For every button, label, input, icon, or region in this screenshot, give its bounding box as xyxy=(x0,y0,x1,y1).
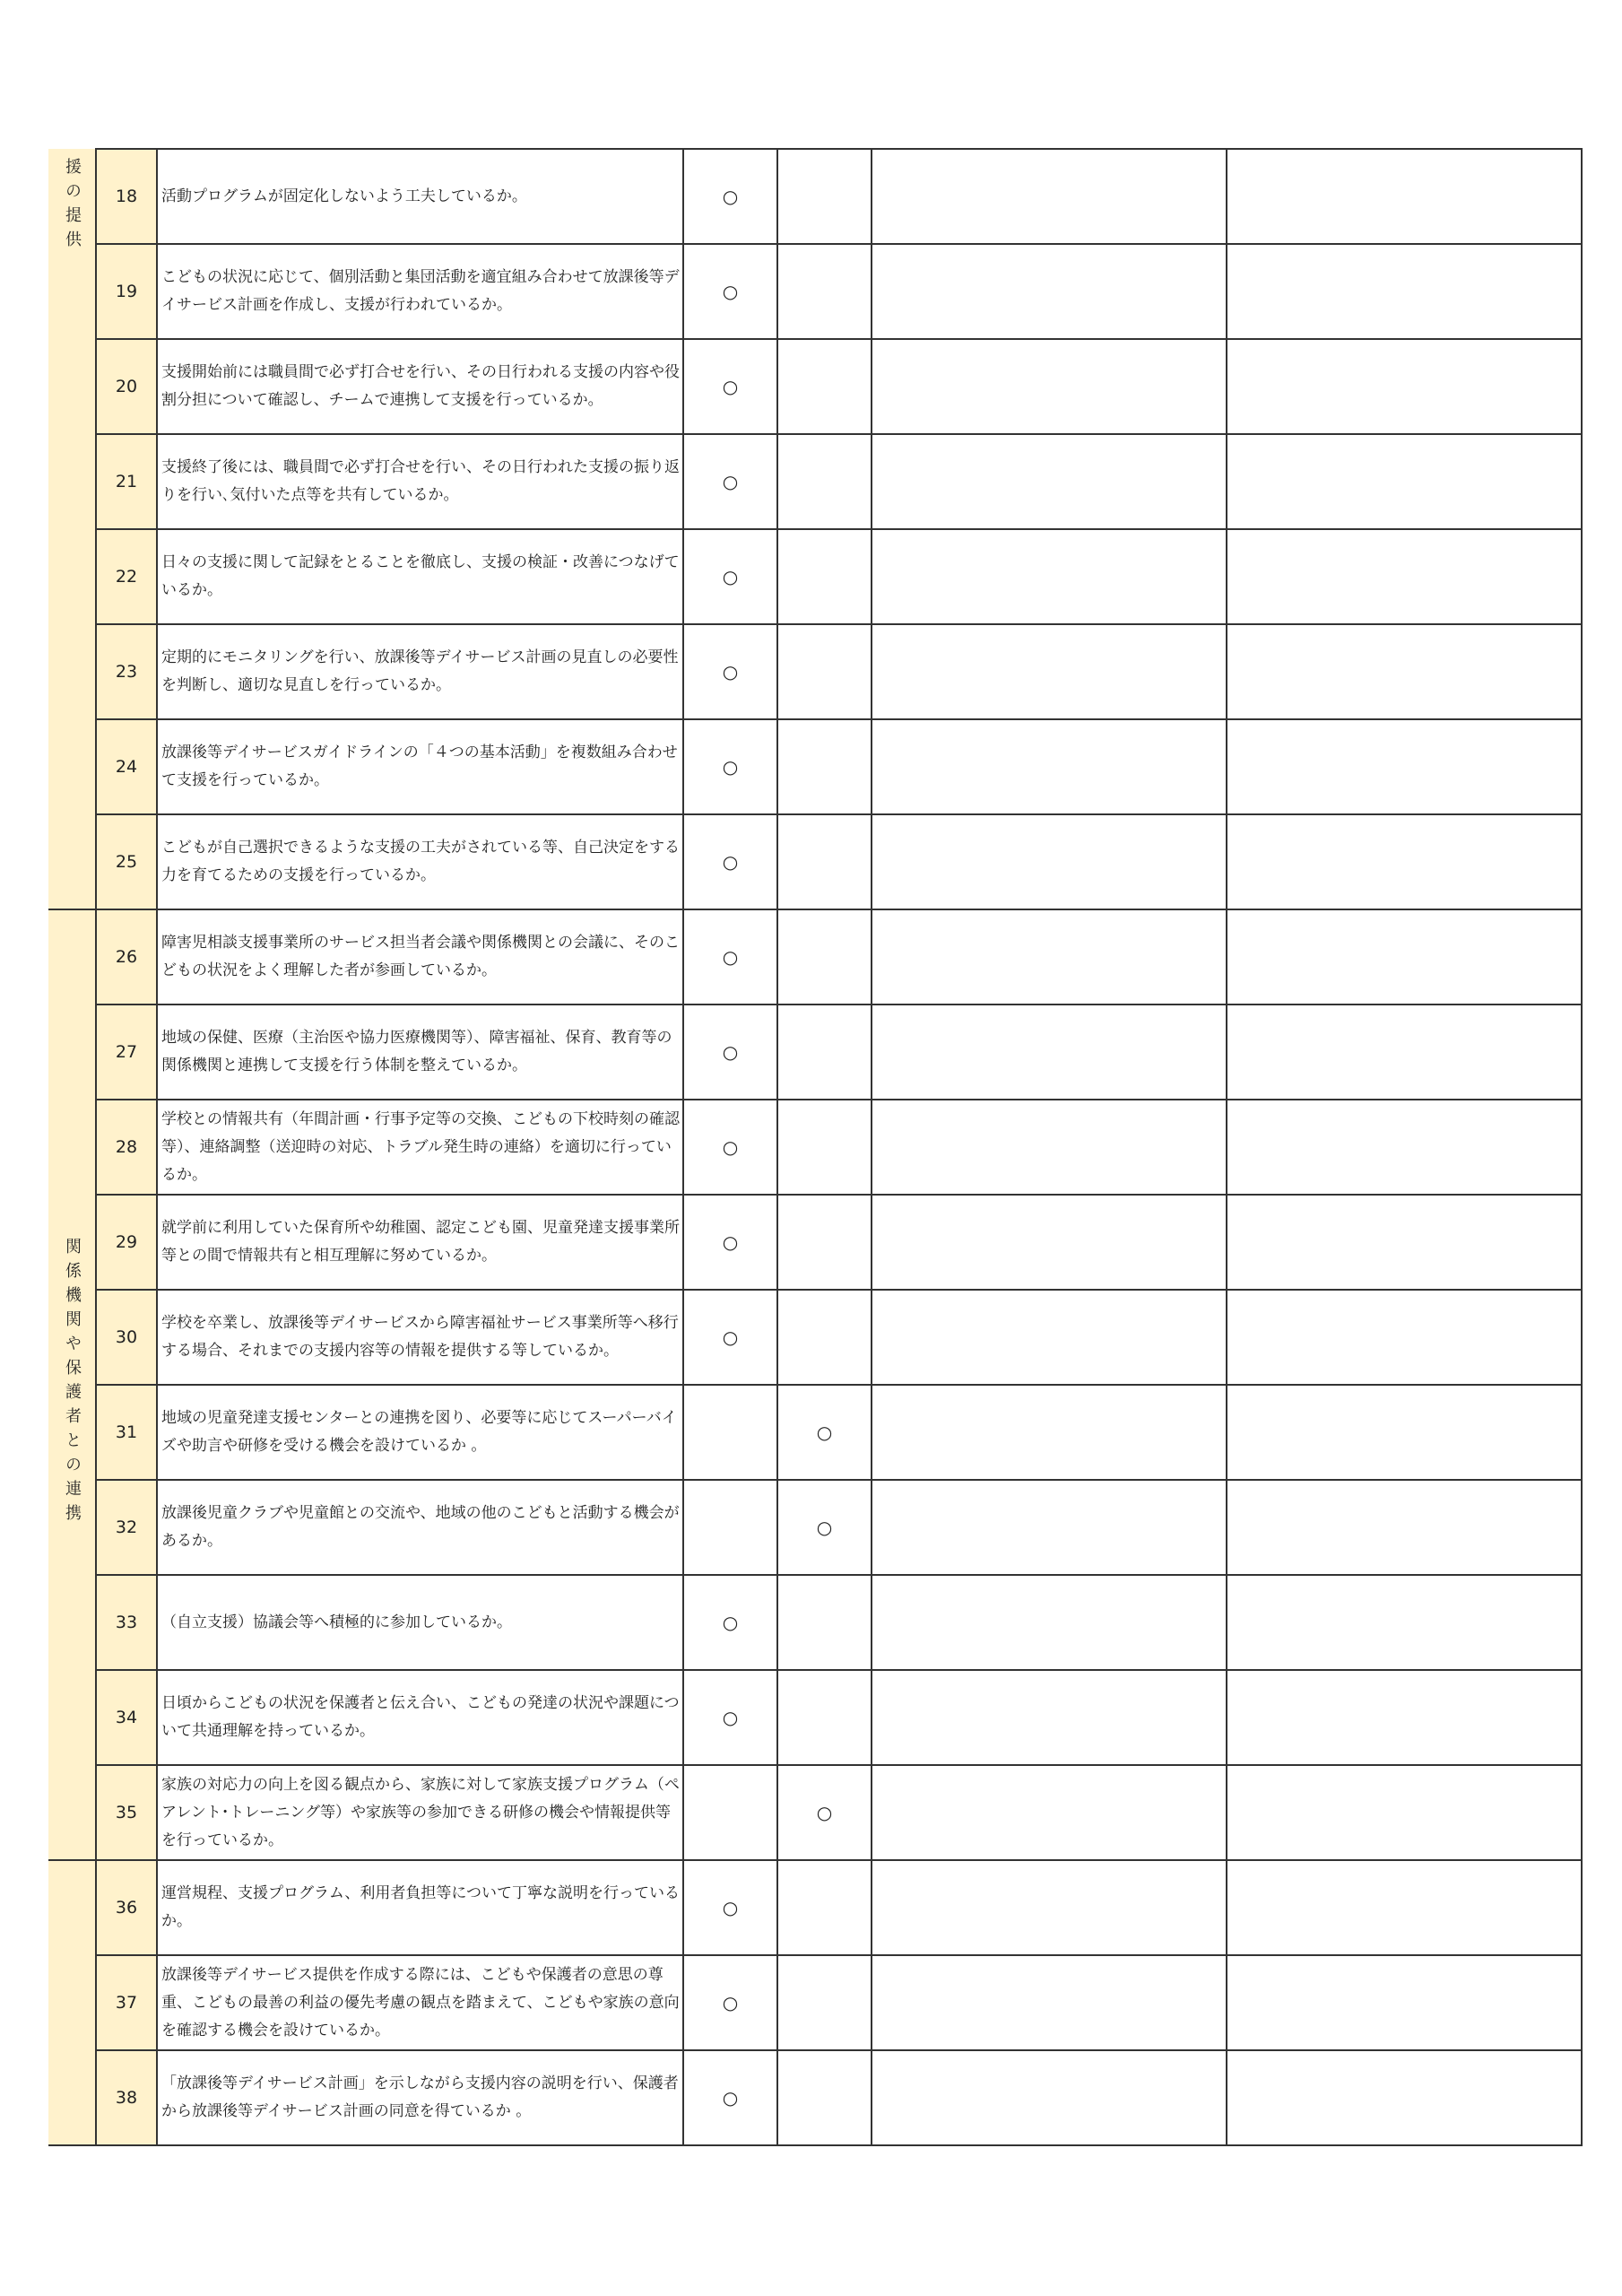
answer-no-cell xyxy=(777,1100,872,1195)
item-number: 33 xyxy=(96,1575,157,1670)
answer-yes-cell: ○ xyxy=(683,1670,777,1765)
item-question: 日々の支援に関して記録をとることを徹底し、支援の検証・改善につなげているか。 xyxy=(157,529,683,624)
table-row xyxy=(48,624,1582,719)
good-points-cell xyxy=(872,1100,1227,1195)
improvement-cell xyxy=(1227,434,1582,529)
answer-no-cell xyxy=(777,1290,872,1385)
answer-no-cell: ○ xyxy=(777,1480,872,1575)
item-number: 36 xyxy=(96,1860,157,1955)
table-row xyxy=(48,814,1582,909)
table-row xyxy=(48,1575,1582,1670)
item-number: 19 xyxy=(96,244,157,339)
answer-yes-cell: ○ xyxy=(683,719,777,814)
item-question: （自立支援）協議会等へ積極的に参加しているか。 xyxy=(157,1575,683,1670)
improvement-cell xyxy=(1227,1765,1582,1860)
answer-no-cell xyxy=(777,1860,872,1955)
improvement-cell xyxy=(1227,1004,1582,1100)
good-points-cell xyxy=(872,529,1227,624)
item-number: 38 xyxy=(96,2050,157,2145)
improvement-cell xyxy=(1227,529,1582,624)
item-number: 31 xyxy=(96,1385,157,1480)
good-points-cell xyxy=(872,1290,1227,1385)
good-points-cell xyxy=(872,1195,1227,1290)
item-question: 日頃からこどもの状況を保護者と伝え合い、こどもの発達の状況や課題について共通理解を持っているか。 xyxy=(157,1670,683,1765)
good-points-cell xyxy=(872,244,1227,339)
item-number: 27 xyxy=(96,1004,157,1100)
table-row xyxy=(48,1004,1582,1100)
item-number: 35 xyxy=(96,1765,157,1860)
item-question: 支援開始前には職員間で必ず打合せを行い、その日行われる支援の内容や役割分担について確認し、チームで連携して支援を行っているか。 xyxy=(157,339,683,434)
improvement-cell xyxy=(1227,1670,1582,1765)
answer-no-cell xyxy=(777,529,872,624)
table-row xyxy=(48,1860,1582,1955)
evaluation-table-body xyxy=(48,149,1582,2145)
answer-yes-cell: ○ xyxy=(683,1100,777,1195)
item-number: 26 xyxy=(96,909,157,1004)
item-number: 24 xyxy=(96,719,157,814)
improvement-cell xyxy=(1227,1385,1582,1480)
table-row xyxy=(48,1385,1582,1480)
category-label: 関係機関や保護者との連携 xyxy=(63,1238,82,1528)
answer-no-cell xyxy=(777,1670,872,1765)
answer-no-cell xyxy=(777,149,872,244)
table-row xyxy=(48,1955,1582,2050)
good-points-cell xyxy=(872,1004,1227,1100)
good-points-cell xyxy=(872,1860,1227,1955)
answer-no-cell xyxy=(777,1004,872,1100)
item-question: こどもの状況に応じて、個別活動と集団活動を適宜組み合わせて放課後等デイサービス計画を作成し、支援が行われているか。 xyxy=(157,244,683,339)
improvement-cell xyxy=(1227,244,1582,339)
table-row xyxy=(48,1100,1582,1195)
item-number: 20 xyxy=(96,339,157,434)
answer-yes-cell: ○ xyxy=(683,1195,777,1290)
improvement-cell xyxy=(1227,149,1582,244)
item-question: 活動プログラムが固定化しないよう工夫しているか。 xyxy=(157,149,683,244)
item-number: 32 xyxy=(96,1480,157,1575)
item-number: 22 xyxy=(96,529,157,624)
item-question: 放課後等デイサービスガイドラインの「４つの基本活動」を複数組み合わせて支援を行っているか。 xyxy=(157,719,683,814)
good-points-cell xyxy=(872,149,1227,244)
table-row xyxy=(48,909,1582,1004)
good-points-cell xyxy=(872,719,1227,814)
good-points-cell xyxy=(872,434,1227,529)
answer-yes-cell: ○ xyxy=(683,2050,777,2145)
answer-yes-cell: ○ xyxy=(683,149,777,244)
table-row xyxy=(48,529,1582,624)
item-question: 放課後児童クラブや児童館との交流や、地域の他のこどもと活動する機会があるか。 xyxy=(157,1480,683,1575)
item-question: 学校を卒業し、放課後等デイサービスから障害福祉サービス事業所等へ移行する場合、それまでの支援内容等の情報を提供する等しているか。 xyxy=(157,1290,683,1385)
item-question: 定期的にモニタリングを行い、放課後等デイサービス計画の見直しの必要性を判断し、適切な見直しを行っているか。 xyxy=(157,624,683,719)
good-points-cell xyxy=(872,1955,1227,2050)
answer-no-cell xyxy=(777,244,872,339)
table-row xyxy=(48,339,1582,434)
table-row xyxy=(48,1480,1582,1575)
good-points-cell xyxy=(872,1575,1227,1670)
item-question: こどもが自己選択できるような支援の工夫がされている等、自己決定をする力を育てるための支援を行っているか。 xyxy=(157,814,683,909)
category-cell xyxy=(48,149,96,909)
answer-no-cell xyxy=(777,1955,872,2050)
improvement-cell xyxy=(1227,1290,1582,1385)
good-points-cell xyxy=(872,1385,1227,1480)
good-points-cell xyxy=(872,624,1227,719)
table-row xyxy=(48,244,1582,339)
item-number: 18 xyxy=(96,149,157,244)
item-question: 就学前に利用していた保育所や幼稚園、認定こども園、児童発達支援事業所等との間で情報共有と相互理解に努めているか。 xyxy=(157,1195,683,1290)
table-row xyxy=(48,2050,1582,2145)
answer-yes-cell: ○ xyxy=(683,1955,777,2050)
item-question: 「放課後等デイサービス計画」を示しながら支援内容の説明を行い、保護者から放課後等デイサービス計画の同意を得ているか 。 xyxy=(157,2050,683,2145)
answer-no-cell xyxy=(777,624,872,719)
improvement-cell xyxy=(1227,909,1582,1004)
item-number: 34 xyxy=(96,1670,157,1765)
table-row xyxy=(48,719,1582,814)
answer-yes-cell: ○ xyxy=(683,434,777,529)
improvement-cell xyxy=(1227,1195,1582,1290)
answer-yes-cell: ○ xyxy=(683,1004,777,1100)
answer-yes-cell: ○ xyxy=(683,624,777,719)
answer-no-cell: ○ xyxy=(777,1765,872,1860)
item-question: 家族の対応力の向上を図る観点から、家族に対して家族支援プログラム（ペアレント･トレーニング等）や家族等の参加できる研修の機会や情報提供等を行っているか。 xyxy=(157,1765,683,1860)
good-points-cell xyxy=(872,339,1227,434)
table-row xyxy=(48,434,1582,529)
item-number: 37 xyxy=(96,1955,157,2050)
evaluation-table xyxy=(48,148,1583,2146)
improvement-cell xyxy=(1227,1955,1582,2050)
answer-yes-cell: ○ xyxy=(683,339,777,434)
improvement-cell xyxy=(1227,1575,1582,1670)
item-question: 支援終了後には、職員間で必ず打合せを行い、その日行われた支援の振り返りを行い､気付いた点等を共有しているか。 xyxy=(157,434,683,529)
category-cell xyxy=(48,909,96,1860)
good-points-cell xyxy=(872,1765,1227,1860)
answer-yes-cell: ○ xyxy=(683,244,777,339)
answer-no-cell xyxy=(777,1195,872,1290)
table-row xyxy=(48,1670,1582,1765)
item-number: 30 xyxy=(96,1290,157,1385)
item-question: 放課後等デイサービス提供を作成する際には、こどもや保護者の意思の尊重、こどもの最善の利益の優先考慮の観点を踏まえて、こどもや家族の意向を確認する機会を設けているか。 xyxy=(157,1955,683,2050)
answer-no-cell xyxy=(777,2050,872,2145)
improvement-cell xyxy=(1227,2050,1582,2145)
item-number: 23 xyxy=(96,624,157,719)
answer-yes-cell xyxy=(683,1765,777,1860)
table-row xyxy=(48,1195,1582,1290)
improvement-cell xyxy=(1227,719,1582,814)
answer-no-cell xyxy=(777,719,872,814)
item-question: 運営規程、支援プログラム、利用者負担等について丁寧な説明を行っているか。 xyxy=(157,1860,683,1955)
item-question: 地域の児童発達支援センターとの連携を図り、必要等に応じてスーパーバイズや助言や研修を受ける機会を設けているか 。 xyxy=(157,1385,683,1480)
good-points-cell xyxy=(872,909,1227,1004)
item-question: 学校との情報共有（年間計画・行事予定等の交換、こどもの下校時刻の確認等）、連絡調整（送迎時の対応、トラブル発生時の連絡）を適切に行っているか。 xyxy=(157,1100,683,1195)
table-row xyxy=(48,149,1582,244)
improvement-cell xyxy=(1227,624,1582,719)
item-number: 21 xyxy=(96,434,157,529)
good-points-cell xyxy=(872,2050,1227,2145)
item-number: 28 xyxy=(96,1100,157,1195)
item-question: 地域の保健、医療（主治医や協力医療機関等）、障害福祉、保育、教育等の関係機関と連携して支援を行う体制を整えているか。 xyxy=(157,1004,683,1100)
answer-yes-cell: ○ xyxy=(683,814,777,909)
answer-no-cell xyxy=(777,339,872,434)
answer-no-cell xyxy=(777,909,872,1004)
answer-yes-cell xyxy=(683,1480,777,1575)
improvement-cell xyxy=(1227,1100,1582,1195)
answer-no-cell: ○ xyxy=(777,1385,872,1480)
answer-no-cell xyxy=(777,434,872,529)
answer-yes-cell: ○ xyxy=(683,1575,777,1670)
answer-no-cell xyxy=(777,1575,872,1670)
category-cell xyxy=(48,1860,96,2145)
answer-no-cell xyxy=(777,814,872,909)
answer-yes-cell xyxy=(683,1385,777,1480)
good-points-cell xyxy=(872,1670,1227,1765)
item-question: 障害児相談支援事業所のサービス担当者会議や関係機関との会議に、そのこどもの状況をよく理解した者が参画しているか。 xyxy=(157,909,683,1004)
answer-yes-cell: ○ xyxy=(683,1860,777,1955)
answer-yes-cell: ○ xyxy=(683,1290,777,1385)
table-row xyxy=(48,1765,1582,1860)
item-number: 29 xyxy=(96,1195,157,1290)
improvement-cell xyxy=(1227,1480,1582,1575)
good-points-cell xyxy=(872,1480,1227,1575)
improvement-cell xyxy=(1227,814,1582,909)
answer-yes-cell: ○ xyxy=(683,529,777,624)
category-label: 援の提供 xyxy=(63,158,82,255)
improvement-cell xyxy=(1227,1860,1582,1955)
good-points-cell xyxy=(872,814,1227,909)
table-row xyxy=(48,1290,1582,1385)
answer-yes-cell: ○ xyxy=(683,909,777,1004)
improvement-cell xyxy=(1227,339,1582,434)
item-number: 25 xyxy=(96,814,157,909)
